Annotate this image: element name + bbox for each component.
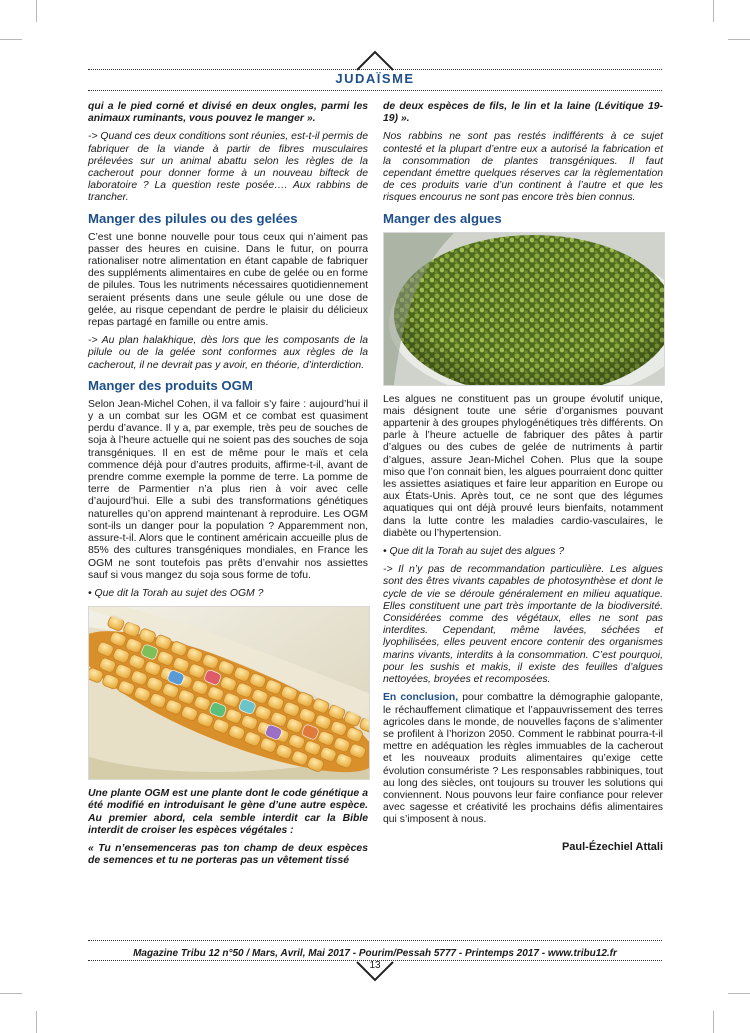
crop-mark [0, 39, 22, 40]
gmo-corn-photo [88, 606, 370, 780]
question-algues: • Que dit la Torah au sujet des algues ? [383, 546, 565, 558]
paragraph: « Tu n’ensemenceras pas ton champ de deux espèces de semences et tu ne porteras pas un vêtement tissé [88, 842, 368, 867]
header-rule-bottom [88, 90, 662, 91]
crop-mark [36, 1011, 37, 1033]
paragraph: Les algues ne constituent pas un groupe évolutif unique, mais désignent toute une série d’organismes pouvant appartenir à des groupes phylogénétiques très différents. On parle à l’heure actuelle de fabriquer des pâtes à partir d’algues ou des cubes de gelée de nutriments à partir d’algues, assure Jean-Michel Cohen. Plus que la soupe miso que l’on connait bien, les algues pourraient donc quitter les assiettes asiatiques et faire leur apparition en Europe ou aux États-Unis. Après tout, ce ne sont que des légumes aquatiques qui ont déjà prouvé leurs bienfaits, notamment dans la lutte contre les maladies cardio-vasculaires, le diabète ou l’hypertension. [383, 393, 663, 539]
paragraph: Nos rabbins ne sont pas restés indifférents à ce sujet contesté et la plupart d’entre eux a autorisé la fabrication et la consommation de plantes transgéniques. Il faut cependant émettre quelques réserves car la règlementation de ces produits varie d’un continent à l’autre et que les risques encourus ne sont pas encore très bien connus. [383, 131, 663, 204]
crop-mark [0, 993, 22, 994]
crop-mark [728, 39, 750, 40]
footer-rule-top [88, 940, 662, 941]
footer-chevron-icon [355, 961, 395, 983]
heading-algues: Manger des algues [383, 210, 502, 226]
crop-mark [36, 0, 37, 22]
paragraph: Selon Jean-Michel Cohen, il va falloir s’y faire : aujourd’hui il y a un combat sur les OGM et ce combat est quasiment perdu d’avance. Il y a, par exemple, très peu de souches de soja à l’heure actuelle qui ne soient pas des souches de soja transgéniques. Il en est de même pour le maïs et cela commence déjà pour d’autres produits, affirme-t-il, avant de prendre comme exemple la pomme de terre. La pomme de terre de Parmentier n’a plus rien à voir avec celle d’aujourd’hui. Elle a subi des transformations génétiques naturelles qu’on apprend maintenant à reproduire. Les OGM sont-ils un danger pour la population ? Apparemment non, assure-t-il. Alors que le continent américain accueille plus de 85% des cultures transgéniques mondiales, en France les OGM ne sont toutefois pas prêts d’envahir nos assiettes sauf si vous mangez du soja sous forme de tofu. [88, 398, 368, 581]
author-signature: Paul-Ézechiel Attali [561, 840, 663, 853]
conclusion-paragraph [383, 692, 663, 826]
header-chevron-icon [355, 49, 395, 71]
question-ogm: • Que dit la Torah au sujet des OGM ? [88, 587, 264, 599]
right-column [383, 101, 663, 853]
heading-ogm: Manger des produits OGM [88, 377, 253, 393]
paragraph: -> Quand ces deux conditions sont réunies, est-t-il permis de fabriquer de la viande à partir de fibres musculaires prélevées sur un animal abattu selon les règles de la cacherout pour donner forme à un nouveau bifteck de laboratoire ? La question reste posée…. Aux rabbins de trancher. [88, 131, 368, 204]
crop-mark [713, 0, 714, 22]
crop-mark [728, 993, 750, 994]
conclusion-lead: En conclusion, [383, 692, 459, 704]
section-tag: JUDAÏSME [335, 71, 415, 86]
crop-mark [713, 1011, 714, 1033]
page-number: 13 [369, 960, 381, 971]
paragraph: Une plante OGM est une plante dont le code génétique a été modifié en introduisant le gène d’une autre espèce. Au premier abord, cela semble interdit car la Bible interdit de croiser les espèces végétales : [88, 788, 368, 836]
heading-pilules: Manger des pilules ou des gelées [88, 210, 298, 226]
footer-text: Magazine Tribu 12 n°50 / Mars, Avril, Mai 2017 - Pourim/Pessah 5777 - Printemps 2017 - www.tribu12.fr [133, 948, 617, 959]
left-column [88, 101, 368, 873]
paragraph: -> Au plan halakhique, dès lors que les composants de la pilule ou de la gelée sont conformes aux règles de la cacherout, il ne devrait pas y avoir, en théorie, d’interdiction. [88, 335, 368, 371]
sea-grapes-photo [383, 232, 665, 386]
paragraph: de deux espèces de fils, le lin et la laine (Lévitique 19-19) ». [383, 101, 663, 125]
paragraph: qui a le pied corné et divisé en deux ongles, parmi les animaux ruminants, vous pouvez le manger ». [88, 101, 368, 125]
conclusion-text: pour combattre la démographie galopante, le réchauffement climatique et l’appauvrissement des terres agricoles dans le monde, de nouvelles façons de s’alimenter se profilent à l’horizon 2050. Comment le rabbinat pourra-t-il mettre en adéquation les règles immuables de la cacherout et les nouveaux produits alimentaires qu’exige cette évolution consumériste ? Les responsables rabbiniques, tout au long des siècles, ont toujours su trouver les solutions qui conviennent. Nous pouvons leur faire confiance pour relever avec sagesse et créativité les prochains défis alimentaires qui s’imposent à nous. [383, 692, 663, 826]
paragraph: C’est une bonne nouvelle pour tous ceux qui n’aiment pas passer des heures en cuisine. Dans le futur, on pourra rationaliser notre alimentation en étant capable de fabriquer des suppléments alimentaires en cube de gelée ou en forme de pilules. Tous les nutriments nécessaires quotidiennement seraient présents dans une seule gélule ou une dose de gelée, au risque cependant de perdre le plaisir du délicieux repas partagé en famille ou entre amis. [88, 231, 368, 329]
paragraph: -> Il n’y pas de recommandation particulière. Les algues sont des êtres vivants capables de photosynthèse et dont le cycle de vie se déroule généralement en milieu aquatique. Elles constituent une part très importante de la biodiversité. Considérées comme des végétaux, elles ne sont pas interdites. Cependant, même lavées, séchées et lyophilisées, elles peuvent encore contenir des organismes marins vivants, interdits à la consommation. C’est pourquoi, pour les sushis et makis, il existe des feuilles d’algues nettoyées, broyées et recomposées. [383, 564, 663, 686]
